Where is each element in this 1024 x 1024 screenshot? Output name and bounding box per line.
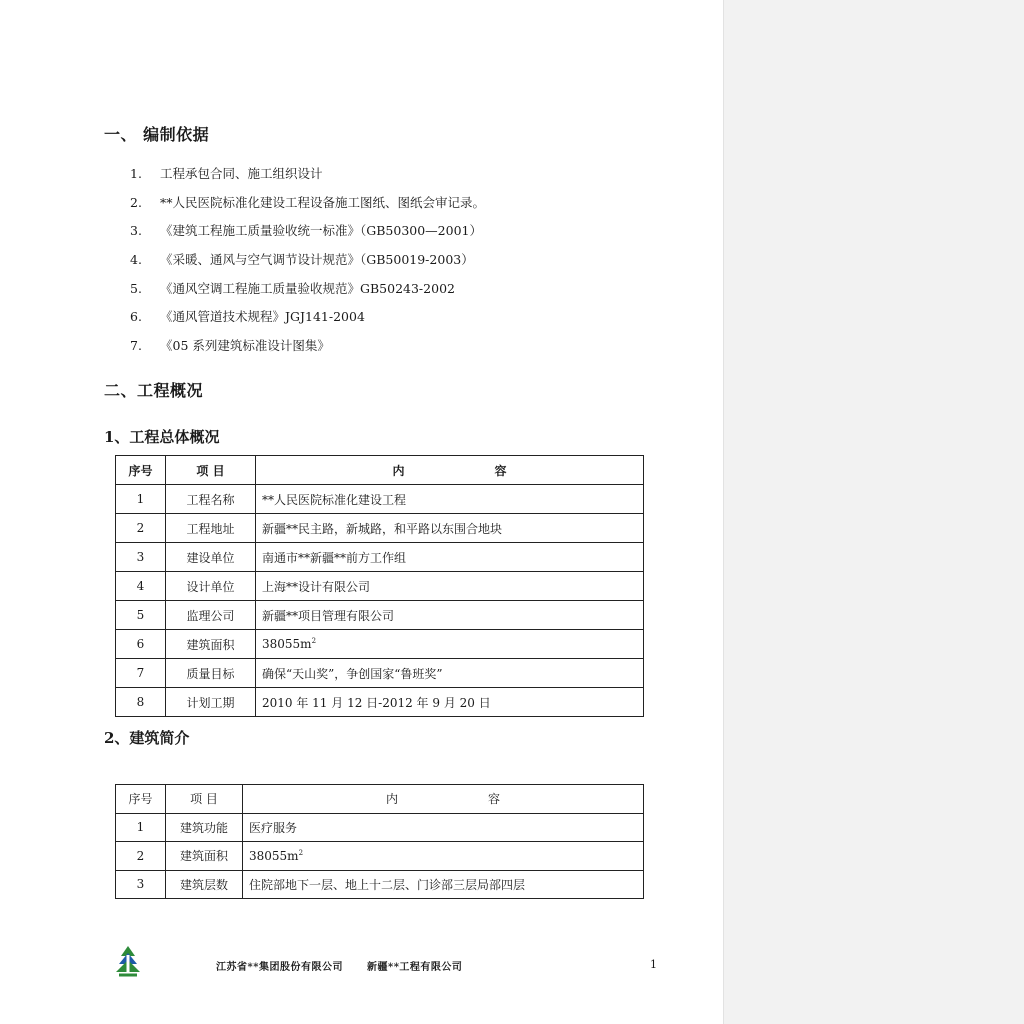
list-item: 4. 《采暖、通风与空气调节设计规范》（GB50019-2003）	[130, 252, 474, 268]
header-item: 项 目	[166, 785, 243, 814]
building-table	[115, 784, 644, 899]
header-content: 内 容	[243, 785, 644, 814]
footer-company-1: 江苏省**集团股份有限公司	[216, 962, 343, 973]
table-row: 5 监理公司 新疆**项目管理有限公司	[116, 601, 644, 630]
header-content: 内 容	[256, 456, 644, 485]
page-number: 1	[650, 958, 657, 971]
table-row: 2 工程地址 新疆**民主路，新城路，和平路以东围合地块	[116, 514, 644, 543]
list-item: 3. 《建筑工程施工质量验收统一标准》（GB50300—2001）	[130, 223, 482, 239]
table-row: 1 建筑功能 医疗服务	[116, 813, 644, 842]
footer-company-2: 新疆**工程有限公司	[366, 962, 463, 973]
table-row: 3 建设单位 南通市**新疆**前方工作组	[116, 543, 644, 572]
table-row: 7 质量目标 确保“天山奖”，争创国家“鲁班奖”	[116, 659, 644, 688]
list-item: 2. **人民医院标准化建设工程设备施工图纸、图纸会审记录。	[130, 194, 486, 210]
header-no: 序号	[116, 456, 166, 485]
table-row: 1 工程名称 **人民医院标准化建设工程	[116, 485, 644, 514]
list-item: 1. 工程承包合同、施工组织设计	[130, 166, 323, 181]
company-logo-icon	[113, 945, 143, 977]
building-subtitle: 2、建筑简介	[104, 729, 190, 747]
list-item: 7. 《05 系列建筑标准设计图集》	[130, 338, 330, 354]
footer-companies	[216, 958, 462, 973]
list-item: 6. 《通风管道技术规程》JGJ141-2004	[130, 309, 365, 325]
table-row: 6 建筑面积 $38055m^2$	[116, 630, 644, 659]
list-item: 5. 《通风空调工程施工质量验收规范》GB50243-2002	[130, 280, 455, 296]
table-row: 4 设计单位 上海**设计有限公司	[116, 572, 644, 601]
section1-title: 一、 编制依据	[104, 125, 210, 144]
reference-list	[130, 164, 485, 365]
header-no: 序号	[116, 785, 166, 814]
table-row: 3 建筑层数 住院部地下一层、地上十二层、门诊部三层局部四层	[116, 870, 644, 899]
header-item: 项 目	[166, 456, 256, 485]
table-header-row	[116, 456, 644, 485]
table-row: 2 建筑面积 $38055m^2$	[116, 842, 644, 871]
table-header-row	[116, 785, 644, 814]
section2-title: 二、工程概况	[104, 381, 204, 400]
table-row: 8 计划工期 2010 年 11 月 12 日-2012 年 9 月 20 日	[116, 688, 644, 717]
overview-subtitle: 1、工程总体概况	[104, 428, 220, 446]
overview-table	[115, 455, 644, 717]
